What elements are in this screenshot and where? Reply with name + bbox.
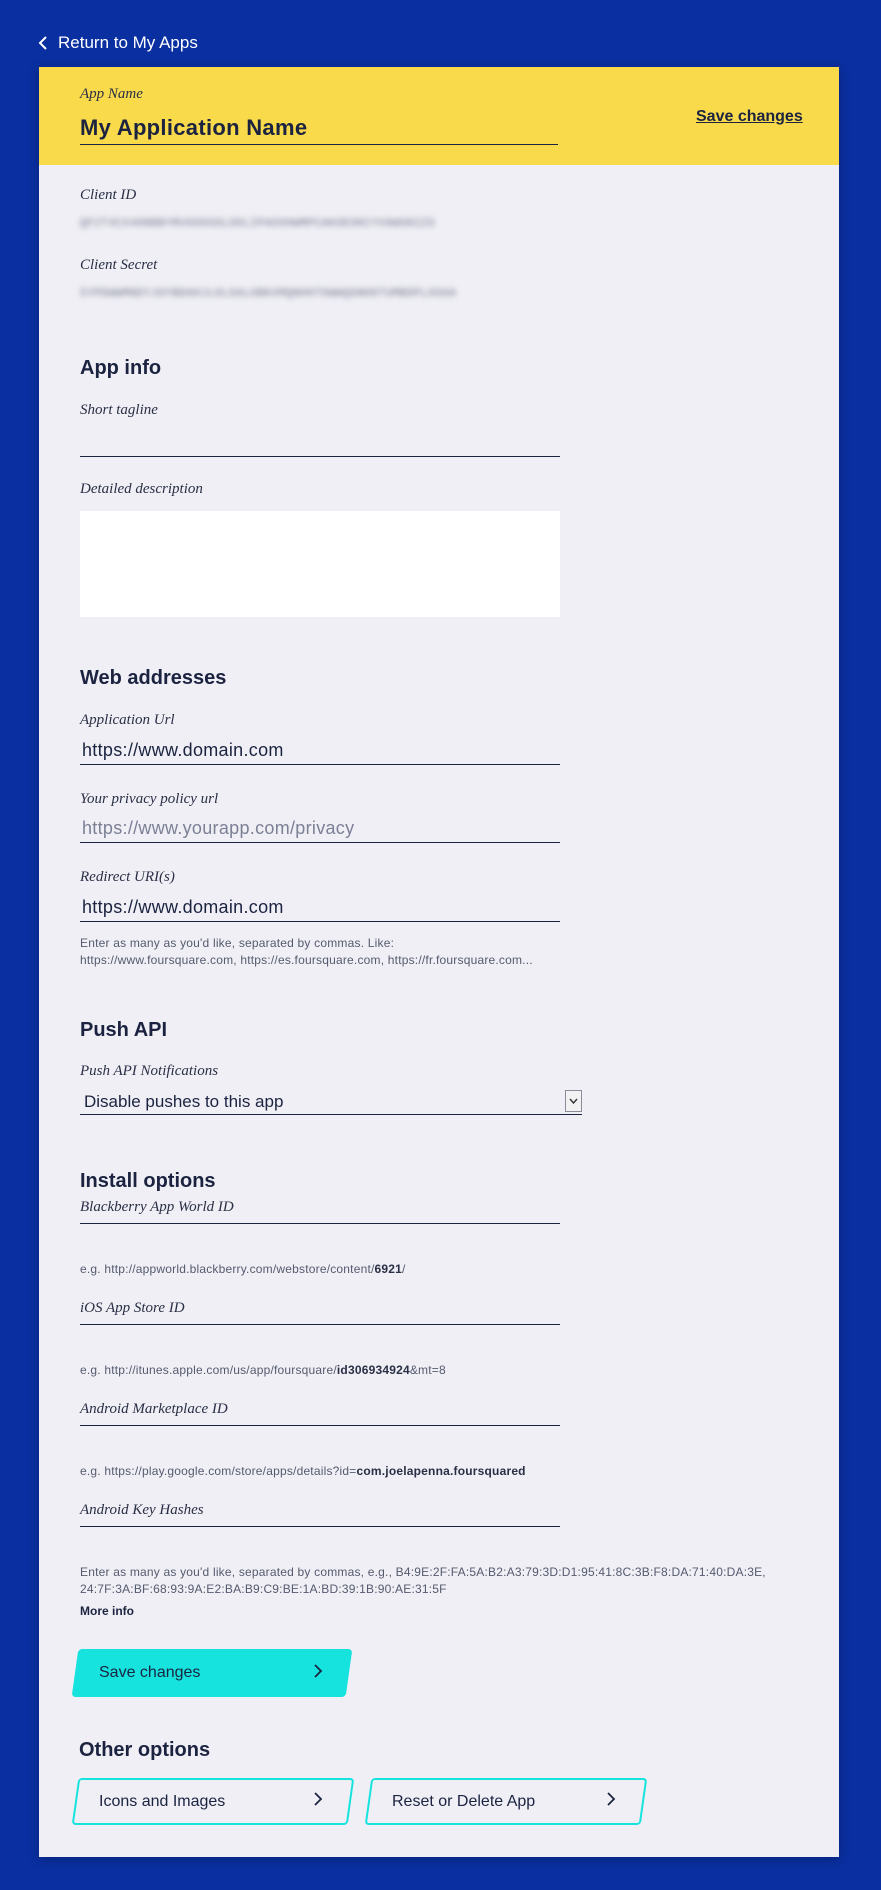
save-changes-button-label: Save changes xyxy=(99,1664,201,1681)
key-hashes-help-line-2: 24:7F:3A:BF:68:93:9A:E2:BA:B9:C9:BE:1A:BD:39:1B:90:AE:31:5F xyxy=(80,1582,447,1596)
app-info-title: App info xyxy=(80,357,162,379)
reset-or-delete-button-content xyxy=(370,1780,642,1823)
blackberry-id-label: Blackberry App World ID xyxy=(80,1199,234,1215)
chevron-right-icon xyxy=(313,1663,323,1684)
ios-id-help: e.g. http://itunes.apple.com/us/app/foursquare/id306934924&mt=8 xyxy=(80,1363,446,1377)
app-name-label: App Name xyxy=(80,86,143,102)
app-header xyxy=(39,67,839,165)
push-notifications-select[interactable] xyxy=(80,1088,582,1115)
blackberry-id-help: e.g. http://appworld.blackberry.com/webstore/content/6921/ xyxy=(80,1262,406,1276)
blackberry-id-input[interactable] xyxy=(80,1194,560,1224)
key-hashes-help-line-1: Enter as many as you'd like, separated by commas, e.g., B4:9E:2F:FA:5A:B2:A3:79:3D:D1:95:41:8C:3B:F8:DA:71:40:DA:3E, xyxy=(80,1565,766,1579)
reset-or-delete-app-button[interactable] xyxy=(365,1778,648,1825)
application-url-input[interactable]: https://www.domain.com xyxy=(80,735,560,765)
chevron-right-icon xyxy=(606,1791,616,1812)
redirect-uri-input[interactable]: https://www.domain.com xyxy=(80,892,560,922)
save-changes-button[interactable] xyxy=(72,1649,353,1697)
key-hashes-input[interactable] xyxy=(80,1497,560,1527)
chevron-right-icon xyxy=(313,1791,323,1812)
icons-and-images-button-content xyxy=(77,1780,349,1823)
more-info-link[interactable]: More info xyxy=(80,1604,134,1618)
icons-and-images-button[interactable] xyxy=(72,1778,355,1825)
android-id-input[interactable] xyxy=(80,1396,560,1426)
back-link-label: Return to My Apps xyxy=(58,33,198,52)
android-id-help: e.g. https://play.google.com/store/apps/details?id=com.joelapenna.foursquared xyxy=(80,1464,526,1478)
save-changes-button-content xyxy=(75,1649,349,1697)
install-options-title: Install options xyxy=(80,1170,216,1192)
client-id-value: QF2T4CX40NBBYRVGOOSOLOOLIPAOXHWMPCAKOEOKCYV0WSNIZS xyxy=(80,218,436,230)
reset-or-delete-label: Reset or Delete App xyxy=(392,1792,536,1810)
ios-id-input[interactable] xyxy=(80,1295,560,1325)
app-name-input[interactable]: My Application Name xyxy=(80,115,558,145)
description-label: Detailed description xyxy=(80,481,203,497)
client-secret-value: 5YPDWWMNDYJOYBDAHJLOLGALOBKXMQNHHTOWWQGNH0TUMBDPLXOAA xyxy=(80,288,457,300)
ios-id-label: iOS App Store ID xyxy=(80,1300,185,1316)
icons-and-images-label: Icons and Images xyxy=(99,1792,226,1810)
redirect-uri-label: Redirect URI(s) xyxy=(80,869,175,885)
android-id-label: Android Marketplace ID xyxy=(80,1401,228,1417)
redirect-help-line-2: https://www.foursquare.com, https://es.foursquare.com, https://fr.foursquare.com... xyxy=(80,953,533,967)
privacy-url-input[interactable]: https://www.yourapp.com/privacy xyxy=(80,813,560,843)
key-hashes-help xyxy=(80,1564,766,1598)
tagline-label: Short tagline xyxy=(80,402,158,418)
header-save-changes-link[interactable]: Save changes xyxy=(696,108,803,125)
tagline-input[interactable] xyxy=(80,427,560,457)
dropdown-arrow-icon[interactable] xyxy=(565,1090,582,1112)
key-hashes-label: Android Key Hashes xyxy=(80,1502,204,1518)
push-notifications-selected: Disable pushes to this app xyxy=(84,1092,284,1111)
app-settings-card xyxy=(39,67,839,1857)
client-secret-label: Client Secret xyxy=(80,257,158,273)
description-textarea[interactable] xyxy=(80,511,560,617)
redirect-help-line-1: Enter as many as you'd like, separated by commas. Like: xyxy=(80,936,395,950)
back-to-my-apps-link[interactable] xyxy=(38,33,198,53)
privacy-url-label: Your privacy policy url xyxy=(80,791,219,807)
redirect-uri-help xyxy=(80,935,533,969)
application-url-label: Application Url xyxy=(80,712,175,728)
client-id-label: Client ID xyxy=(80,187,137,203)
push-api-title: Push API xyxy=(80,1019,168,1041)
chevron-left-icon xyxy=(38,35,48,51)
other-options-title: Other options xyxy=(79,1739,211,1761)
web-addresses-title: Web addresses xyxy=(80,667,227,689)
push-notifications-label: Push API Notifications xyxy=(80,1063,219,1079)
